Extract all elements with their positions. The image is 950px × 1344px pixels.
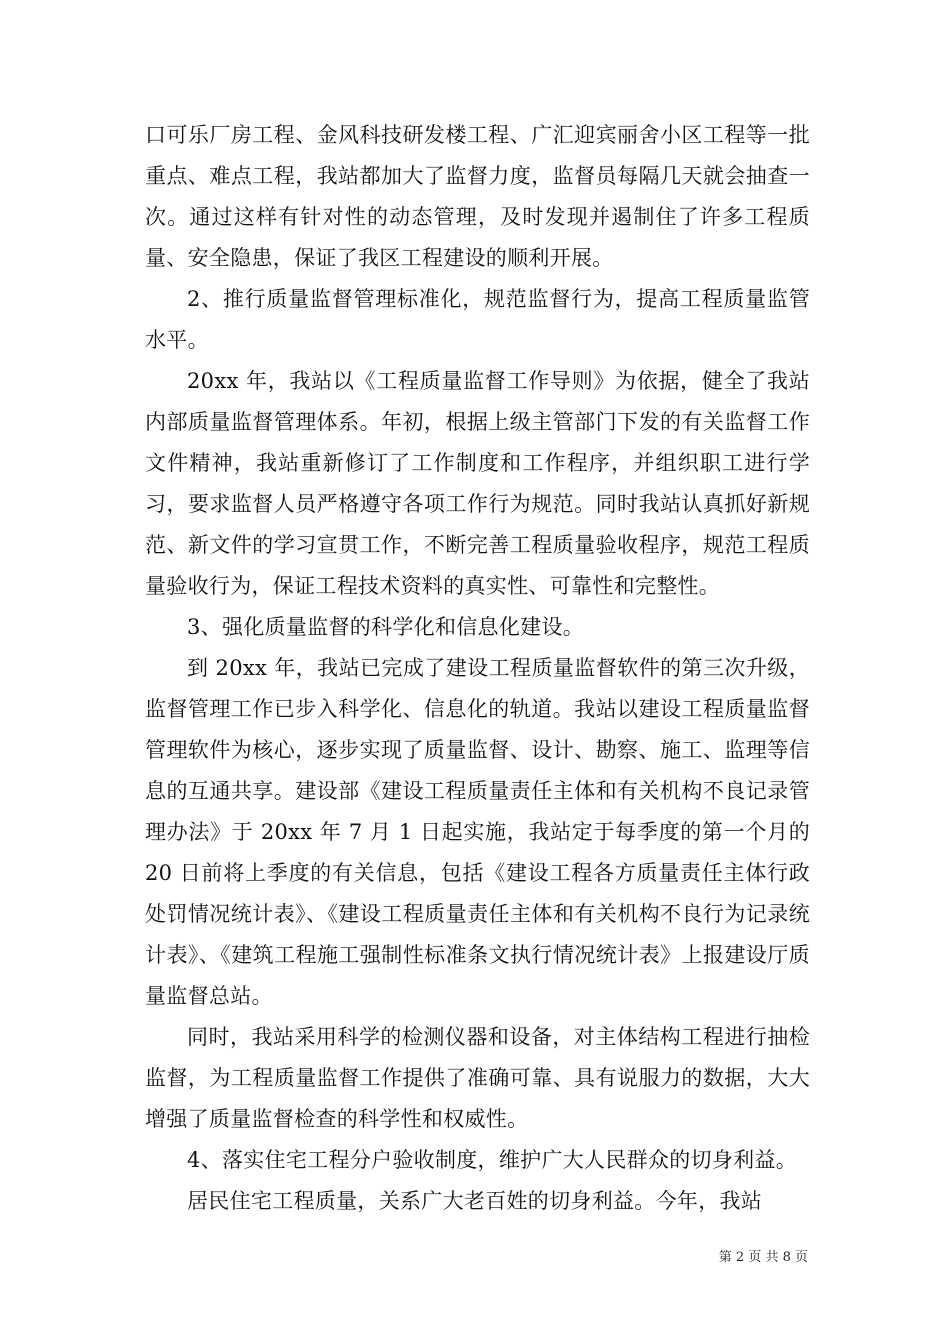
document-body [145, 115, 810, 1222]
page-number: 第 2 页 共 8 页 [718, 1250, 808, 1265]
paragraph-heading-2: 2、推行质量监督管理标准化，规范监督行为，提高工程质量监管水平。 [145, 287, 810, 352]
paragraph-heading-3: 3、强化质量监督的科学化和信息化建设。 [187, 615, 585, 639]
paragraph-inspection: 同时，我站采用科学的检测仪器和设备，对主体结构工程进行抽检监督，为工程质量监督工作提供了准确可靠、具有说服力的数据，大大增强了质量监督检查的科学性和权威性。 [145, 1025, 810, 1131]
paragraph-informatization: 到 20xx 年，我站已完成了建设工程质量监督软件的第三次升级，监督管理工作已步入科学化、信息化的轨道。我站以建设工程质量监督管理软件为核心，逐步实现了质量监督、设计、勘察、施工、监理等信息的互通共享。建设部《建设工程质量责任主体和有关机构不良记录管理办法》于 20xx 年 7 月 1 日起实施，我站定于每季度的第一个月的 20 日前将上季度的有关信息，包括《建设工程各方质量责任主体行政处罚情况统计表》、《建设工程质量责任主体和有关机构不良行为记录统计表》、《建筑工程施工强制性标准条文执行情况统计表》上报建设厅质量监督总站。 [145, 656, 810, 1008]
paragraph-standardization: 20xx 年，我站以《工程质量监督工作导则》为依据，健全了我站内部质量监督管理体系。年初，根据上级主管部门下发的有关监督工作文件精神，我站重新修订了工作制度和工作程序，并组织职工进行学习，要求监督人员严格遵守各项工作行为规范。同时我站认真抓好新规范、新文件的学习宣贯工作，不断完善工程质量验收程序，规范工程质量验收行为，保证工程技术资料的真实性、可靠性和完整性。 [145, 369, 810, 598]
page-footer [0, 1246, 950, 1265]
paragraph-heading-4: 4、落实住宅工程分户验收制度，维护广大人民群众的切身利益。 [187, 1148, 798, 1172]
paragraph-continuation: 口可乐厂房工程、金风科技研发楼工程、广汇迎宾丽舍小区工程等一批重点、难点工程，我站都加大了监督力度，监督员每隔几天就会抽查一次。通过这样有针对性的动态管理，及时发现并遏制住了许多工程质量、安全隐患，保证了我区工程建设的顺利开展。 [145, 123, 810, 270]
paragraph-residential: 居民住宅工程质量，关系广大老百姓的切身利益。今年，我站 [187, 1189, 763, 1213]
